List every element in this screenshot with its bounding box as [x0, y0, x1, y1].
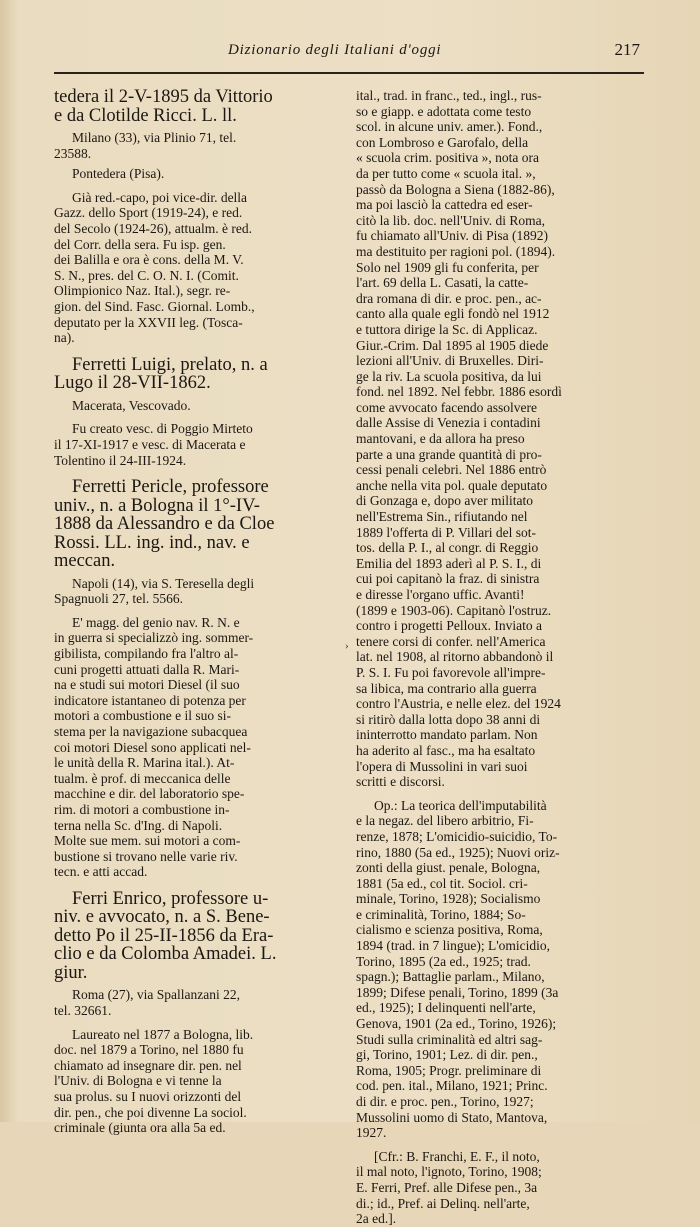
heading-line: detto Po il 25-II-1856 da Era- — [54, 926, 274, 946]
body-line: Tolentino il 24-III-1924. — [54, 452, 187, 468]
body-line: S. N., pres. del C. O. N. I. (Comit. — [54, 267, 239, 283]
entry-heading — [54, 88, 346, 125]
body-line: con Lombroso e Garofalo, della — [356, 134, 529, 150]
works-line: renze, 1878; L'omicidio-suicidio, To- — [356, 828, 558, 844]
header-rule — [54, 72, 644, 74]
body-line: cui poi capitanò la fraz. di sinistra — [356, 571, 540, 587]
body-line: Giur.-Crim. Dal 1895 al 1905 diede — [356, 337, 549, 353]
body-line: macchine e dir. del laboratorio spe- — [54, 786, 245, 802]
body-line: chiamato ad insegnare dir. pen. nel — [54, 1057, 242, 1073]
body-line: coi motori Diesel sono applicati nel- — [54, 739, 251, 755]
body-line: lezioni all'Univ. di Bruxelles. Diri- — [356, 353, 544, 369]
body-line: doc. nel 1879 a Torino, nel 1880 fu — [54, 1042, 244, 1058]
body-line: deputato per la XXVII leg. (Tosca- — [54, 314, 243, 330]
body-line: sua prolus. su I nuovi orizzonti del — [54, 1088, 242, 1104]
works-line: 1894 (trad. in 7 lingue); L'omicidio, — [356, 938, 551, 954]
body-line: (1899 e 1903-06). Capitanò l'ostruz. — [356, 602, 552, 618]
works-line: ed., 1925); I delinquenti nell'arte, — [356, 1000, 536, 1016]
body-line: contro l'Austria, e nelle elez. del 1924 — [356, 696, 561, 712]
works-line: di dir. e proc. pen., Torino, 1927; — [356, 1094, 534, 1109]
body-line: tualm. è prof. di meccanica delle — [54, 770, 231, 786]
body-line: cessi penali celebri. Nel 1886 entrò — [356, 462, 547, 478]
heading-line: e da Clotilde Ricci. L. ll. — [54, 106, 237, 125]
body-line: Già red.-capo, poi vice-dir. della — [72, 189, 248, 205]
body-line: scritti e discorsi. — [356, 774, 445, 790]
body-line: ma poi lasciò la cattedra ed eser- — [356, 197, 533, 213]
entry-ferri-enrico — [54, 890, 346, 1136]
body-line: lat. nel 1908, al ritorno abbandonò il — [356, 649, 554, 665]
body-line: del Corr. della sera. Fu isp. gen. — [54, 236, 226, 252]
body-line: Laureato nel 1877 a Bologna, lib. — [72, 1026, 254, 1042]
body-line: « scuola crim. positiva », nota ora — [356, 150, 539, 166]
works-line: minale, Torino, 1928); Socialismo — [356, 891, 541, 907]
heading-line: niv. e avvocato, n. a S. Bene- — [54, 908, 270, 927]
heading-line: 1888 da Alessandro e da Cloe — [54, 515, 275, 534]
heading-line: clio e da Colomba Amadei. L. — [54, 945, 277, 964]
body-line: indicatore istantaneo di potenza per — [54, 692, 246, 708]
entry-ferretti-lando-continued — [54, 88, 346, 346]
body-line: dra romana di dir. e proc. pen., ac- — [356, 290, 542, 306]
body-line: passò da Bologna a Siena (1882-86), — [356, 181, 555, 197]
entry-heading — [54, 478, 346, 571]
works-line: gi, Torino, 1901; Lez. di dir. pen., — [356, 1047, 538, 1063]
entry-address — [54, 130, 346, 161]
body-line: Gazz. dello Sport (1919-24), e red. — [54, 205, 243, 221]
body-line: tos. della P. I., al congr. di Reggio — [356, 540, 539, 556]
body-line: l'opera di Mussolini in vari suoi — [356, 758, 528, 774]
body-line: e tuttora dirige la Sc. di Applicaz. — [356, 321, 538, 337]
body-line: bustione si trovano nelle varie riv. — [54, 848, 238, 864]
entry-body — [54, 421, 346, 468]
body-line: terna nella Sc. d'Ing. di Napoli. — [54, 817, 223, 833]
body-line: ininterrotto mandato parlam. Non — [356, 727, 538, 743]
works-line: Mussolini uomo di Stato, Mantova, — [356, 1109, 548, 1125]
entry-address — [54, 987, 346, 1018]
entry-ferretti-pericle — [54, 478, 346, 880]
body-line: ha aderito al fasc., ma ha esaltato — [356, 742, 536, 758]
works-list — [356, 798, 642, 1141]
heading-line: tedera il 2-V-1895 da Vittorio — [54, 88, 273, 107]
body-line: contro i progetti Pelloux. Inviato a — [356, 618, 542, 634]
body-line: Solo nel 1909 gli fu conferita, per — [356, 259, 539, 275]
reference-line: E. Ferri, Pref. alle Difese pen., 3a — [356, 1179, 538, 1195]
body-line: Fu creato vesc. di Poggio Mirteto — [72, 421, 253, 437]
entry-address — [54, 398, 346, 414]
address-line: 23588. — [54, 145, 92, 161]
body-line: Emilia del 1893 aderì al P. S. I., di — [356, 555, 542, 571]
body-line: 1889 l'offerta di P. Villari del sot- — [356, 524, 536, 540]
body-line: rim. di motori a combustione in- — [54, 801, 230, 817]
body-line: ma destituito per ragioni pol. (1894). — [356, 243, 556, 259]
body-line: parte a una grande quantità di pro- — [356, 446, 542, 462]
body-line: Olimpionico Naz. Ital.), segr. re- — [54, 283, 231, 299]
reference-line: [Cfr.: B. Franchi, E. F., il noto, — [374, 1148, 540, 1164]
body-line: citò la lib. doc. nell'Univ. di Roma, — [356, 212, 546, 228]
entry-city — [54, 166, 346, 182]
works-line: zonti della giust. penale, Bologna, — [356, 860, 541, 876]
body-line: l'Univ. di Bologna e vi tenne la — [54, 1073, 222, 1089]
address-line: tel. 32661. — [54, 1002, 112, 1018]
body-line: dei Balilla e ora è cons. della M. V. — [54, 252, 244, 268]
address-line: Roma (27), via Spallanzani 22, — [72, 987, 240, 1003]
works-line: spagn.); Battaglie parlam., Milano, — [356, 969, 545, 985]
heading-line: giur. — [54, 963, 88, 983]
works-line: Op.: La teorica dell'imputabilità — [374, 797, 547, 813]
body-line: mantovani, e da allora ha preso — [356, 431, 525, 447]
address-line: Spagnuoli 27, tel. 5566. — [54, 591, 183, 607]
works-line: rino, 1880 (5a ed., 1925); Nuovi oriz- — [356, 844, 560, 860]
body-line: ital., trad. in franc., ted., ingl., rus- — [356, 88, 542, 103]
body-line: sa libica, ma contrario alla guerra — [356, 680, 537, 696]
heading-line: univ., n. a Bologna il 1°-IV- — [54, 496, 260, 516]
body-line: motori a combustione e il suo si- — [54, 708, 231, 724]
address-line: Napoli (14), via S. Teresella degli — [72, 575, 255, 591]
body-line: dir. pen., che poi divenne La sociol. — [54, 1104, 247, 1120]
entry-heading — [54, 356, 346, 393]
body-line: fond. nel 1892. Nel febbr. 1886 esordì — [356, 384, 562, 400]
left-column — [54, 88, 346, 1136]
body-line: ge la riv. La scuola positiva, da lui — [356, 368, 542, 384]
body-line: le unità della R. Marina ital.). At- — [54, 755, 235, 771]
body-line: na e studi sui motori Diesel (il suo — [54, 677, 240, 693]
works-line: 1881 (5a ed., col tit. Sociol. cri- — [356, 875, 528, 891]
body-line: del Secolo (1924-26), attualm. è red. — [54, 220, 252, 236]
body-line: criminale (giunta ora alla 5a ed. — [54, 1120, 226, 1136]
works-line: cod. pen. ital., Milano, 1921; Princ. — [356, 1078, 548, 1094]
running-title: Dizionario degli Italiani d'oggi — [228, 42, 442, 58]
entry-body — [54, 190, 346, 346]
entry-address — [54, 576, 346, 607]
works-line: 1899; Difese penali, Torino, 1899 (3a — [356, 984, 559, 1000]
works-line: e la negaz. del libero arbitrio, Fi- — [356, 813, 534, 829]
body-line: P. S. I. Fu poi favorevole all'impre- — [356, 664, 546, 680]
body-line: gion. del Sind. Fasc. Giornal. Lomb., — [54, 298, 255, 314]
address-line: Macerata, Vescovado. — [72, 397, 191, 413]
body-line: scol. in alcune univ. amer.). Fond., — [356, 119, 543, 135]
body-line: anche nella vita pol. quale deputato — [356, 477, 548, 493]
body-line: dalle Assise di Venezia i contadini — [356, 415, 541, 431]
heading-line: Ferri Enrico, professore u- — [72, 889, 269, 909]
body-line: E' magg. del genio nav. R. N. e — [72, 614, 240, 630]
city-line: Pontedera (Pisa). — [72, 166, 165, 182]
entry-heading — [54, 890, 346, 983]
ferri-enrico-continued — [356, 88, 642, 790]
body-line: in guerra si specializzò ing. sommer- — [54, 630, 254, 646]
margin-mark: › — [345, 640, 349, 652]
body-line: canto alla quale egli fondò nel 1912 — [356, 306, 550, 322]
works-line: Torino, 1895 (2a ed., 1925; trad. — [356, 953, 531, 969]
works-line: Roma, 1905; Progr. preliminare di — [356, 1062, 542, 1078]
works-line: Studi sulla criminalità ed altri sag- — [356, 1031, 543, 1047]
body-line: gibilista, compilando fra l'altro al- — [54, 645, 239, 661]
works-line: 1927. — [356, 1125, 387, 1141]
body-line: na). — [54, 330, 75, 346]
body-line: l'art. 69 della L. Casati, la catte- — [356, 275, 529, 291]
body-line: stema per la navigazione subacquea — [54, 723, 248, 739]
body-line: di Gonzaga e, dopo aver militato — [356, 493, 533, 509]
page-header — [228, 38, 640, 62]
reference-line: di.; id., Pref. ai Delinq. nell'arte, — [356, 1195, 530, 1211]
body-line: da per tutto come « scuola ital. », — [356, 165, 536, 181]
works-line: cialismo e scienza positiva, Roma, — [356, 922, 543, 938]
right-column — [356, 88, 642, 1227]
body-line: si ritirò dalla lotta dopo 38 anni di — [356, 711, 541, 727]
heading-line: meccan. — [54, 552, 116, 571]
heading-line: Rossi. LL. ing. ind., nav. e — [54, 533, 250, 553]
body-line: fu chiamato all'Univ. di Pisa (1892) — [356, 228, 549, 244]
entry-body — [54, 1027, 346, 1136]
body-line: e diresse l'organo uffic. Avanti! — [356, 587, 525, 602]
references — [356, 1149, 642, 1227]
entry-body — [54, 615, 346, 880]
body-line: nell'Estrema Sin., rifiutando nel — [356, 509, 528, 525]
reference-line: il mal noto, l'ignoto, Torino, 1908; — [356, 1164, 542, 1180]
heading-line: Lugo il 28-VII-1862. — [54, 374, 211, 393]
body-line: tenere corsi di confer. nell'America — [356, 633, 546, 649]
body-line: tecn. e atti accad. — [54, 864, 148, 880]
works-line: e criminalità, Torino, 1884; So- — [356, 906, 526, 922]
body-line: il 17-XI-1917 e vesc. di Macerata e — [54, 436, 246, 452]
works-line: Genova, 1901 (2a ed., Torino, 1926); — [356, 1016, 557, 1032]
body-line: cuni progetti attuati dalla R. Mari- — [54, 661, 240, 677]
body-line: come avvocato facendo assolvere — [356, 399, 538, 415]
body-line: so e giapp. e adottata come testo — [356, 103, 532, 119]
address-line: Milano (33), via Plinio 71, tel. — [72, 130, 237, 145]
heading-line: Ferretti Luigi, prelato, n. a — [72, 355, 268, 375]
reference-line: 2a ed.]. — [356, 1211, 397, 1227]
heading-line: Ferretti Pericle, professore — [72, 478, 269, 497]
page-number: 217 — [614, 40, 640, 59]
body-line: Molte sue mem. sui motori a com- — [54, 833, 241, 849]
entry-ferretti-luigi — [54, 356, 346, 468]
